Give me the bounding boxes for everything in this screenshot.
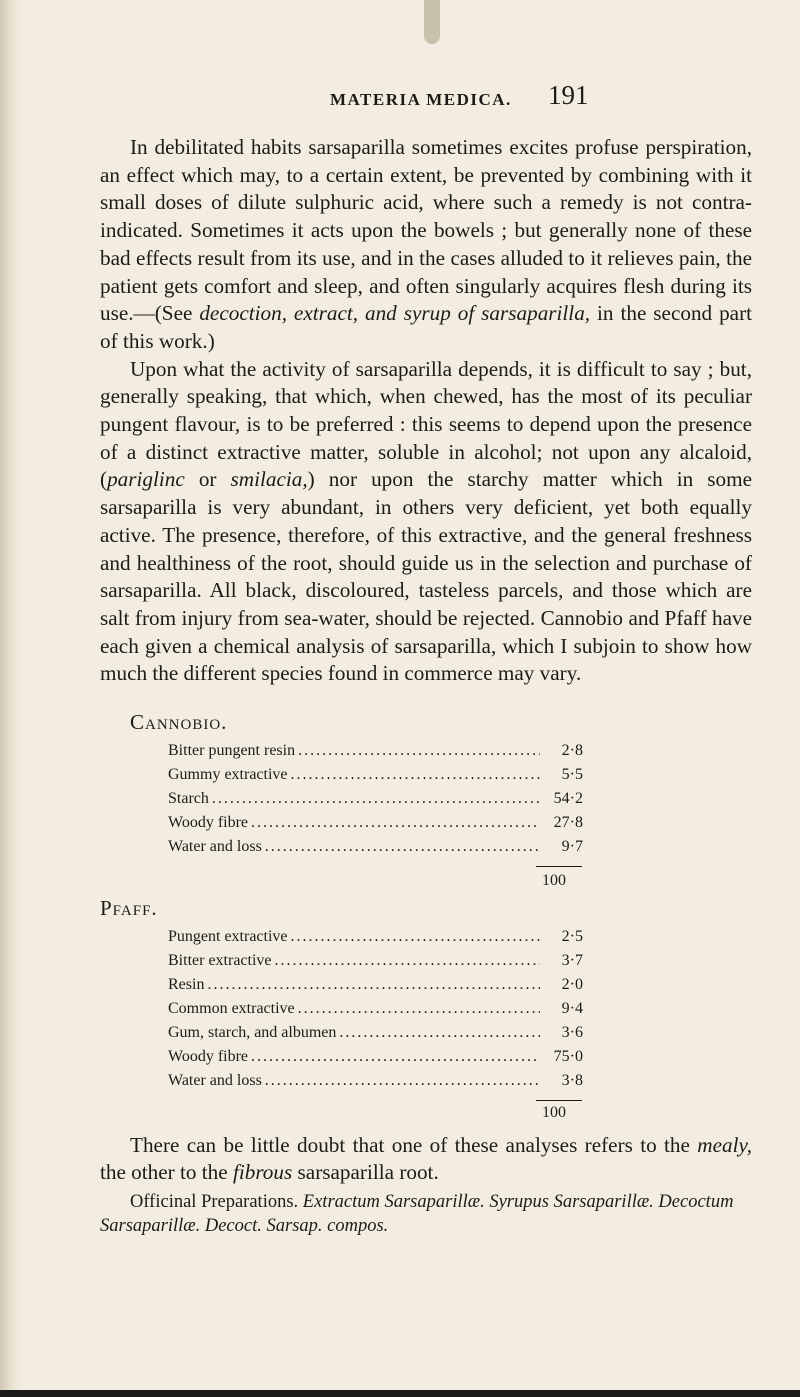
table-row — [168, 766, 583, 790]
italic-run: decoction, extract, and syrup of sarsaparilla, — [199, 301, 591, 326]
row-label: Water and loss — [168, 838, 262, 855]
row-value: 2·0 — [561, 976, 583, 993]
italic-run: pariglinc — [107, 467, 185, 492]
row-value: 54·2 — [553, 790, 583, 807]
leader-dots — [251, 1048, 540, 1066]
row-value: 9·4 — [561, 1000, 583, 1017]
row-value: 9·7 — [561, 838, 583, 855]
row-value: 3·7 — [561, 952, 583, 969]
text-run: sarsaparilla root. — [292, 1160, 439, 1184]
row-value: 2·5 — [561, 928, 583, 945]
leader-dots — [298, 1000, 540, 1018]
total-rule — [536, 866, 582, 867]
leader-dots — [298, 742, 540, 760]
leader-dots — [265, 1072, 540, 1090]
italic-run: smilacia, — [230, 467, 308, 492]
row-value: 2·8 — [561, 742, 583, 759]
pfaff-table — [168, 928, 583, 1096]
paragraph-2 — [100, 356, 752, 688]
officinal-list: Extractum Sarsaparillæ. Syrupus Sarsaparillæ. Decoctum Sarsaparillæ. Decoct. Sarsap. compos. — [100, 1192, 734, 1236]
text-run: In debilitated habits sarsaparilla sometimes excites profuse perspiration, an effect which may, to a certain extent, be prevented by combining with it small doses of dilute sulphuric acid, where such a remedy is not contra-indicated. Sometimes it acts upon the bowels ; but generally none of these bad effects result from its use, and in the cases alluded to it relieves pain, the patient gets comfort and sleep, and often singularly acquires flesh during its use.—(See — [100, 135, 752, 326]
row-value: 5·5 — [561, 766, 583, 783]
table-row — [168, 814, 583, 838]
officinal-lead: Officinal Preparations. — [130, 1192, 303, 1212]
page-number: 191 — [548, 80, 589, 110]
leader-dots — [251, 814, 540, 832]
row-value: 75·0 — [553, 1048, 583, 1065]
italic-run: fibrous — [232, 1160, 293, 1184]
running-head: MATERIA MEDICA. — [330, 90, 512, 109]
page-header — [0, 76, 800, 112]
pfaff-heading: Pfaff. — [100, 896, 158, 920]
cannobio-total: 100 — [542, 872, 566, 889]
table-row — [168, 790, 583, 814]
table-row — [168, 928, 583, 952]
row-label: Woody fibre — [168, 1048, 249, 1065]
body-text — [100, 134, 752, 688]
leader-dots — [275, 952, 540, 970]
binding-tab-mark — [424, 0, 440, 44]
table-row — [168, 1000, 583, 1024]
leader-dots — [265, 838, 540, 856]
row-label: Resin — [168, 976, 205, 993]
leader-dots — [207, 976, 540, 994]
paragraph-1 — [100, 134, 752, 356]
cannobio-table — [168, 742, 583, 862]
row-label: Starch — [168, 790, 209, 807]
table-row — [168, 1048, 583, 1072]
pfaff-total: 100 — [542, 1104, 566, 1121]
row-label: Pungent extractive — [168, 928, 288, 945]
leader-dots — [291, 766, 540, 784]
row-label: Common extractive — [168, 1000, 295, 1017]
leader-dots — [291, 928, 540, 946]
table-row — [168, 952, 583, 976]
table-row — [168, 742, 583, 766]
text-run: There can be little doubt that one of these analyses refers to the — [130, 1133, 698, 1157]
leader-dots — [212, 790, 540, 808]
row-label: Bitter pungent resin — [168, 742, 296, 759]
text-run: the other to the — [100, 1160, 233, 1184]
row-value: 3·6 — [561, 1024, 583, 1041]
table-row — [168, 976, 583, 1000]
officinal-preparations — [100, 1190, 752, 1238]
row-label: Water and loss — [168, 1072, 262, 1089]
text-run: ) nor upon the starchy matter which in some sarsaparilla is very abundant, in others very deficient, yet both equally active. The presence, therefore, of this extractive, and the general freshness and healthiness of the root, should guide us in the selection and purchase of sarsaparilla. All black, discoloured, tasteless parcels, and those which are salt from injury from sea-water, should be rejected. Cannobio and Pfaff have each given a chemical analysis of sarsaparilla, which I subjoin to show how much the different species found in commerce may vary. — [100, 467, 752, 686]
total-rule — [536, 1100, 582, 1101]
text-run: or — [184, 467, 231, 492]
paragraph-3 — [100, 1132, 752, 1186]
row-label: Woody fibre — [168, 814, 249, 831]
row-label: Gum, starch, and albumen — [168, 1024, 337, 1041]
row-value: 3·8 — [561, 1072, 583, 1089]
row-label: Gummy extractive — [168, 766, 288, 783]
page-edge-bar — [0, 1390, 800, 1397]
table-row — [168, 1072, 583, 1096]
table-row — [168, 1024, 583, 1048]
table-row — [168, 838, 583, 862]
row-label: Bitter extractive — [168, 952, 272, 969]
text-run: in the second part of this work.) — [100, 301, 753, 353]
paragraph-3-text — [100, 1132, 752, 1186]
cannobio-heading: Cannobio. — [130, 710, 228, 734]
leader-dots — [339, 1024, 540, 1042]
row-value: 27·8 — [553, 814, 583, 831]
italic-run: mealy, — [697, 1133, 752, 1157]
binding-shadow — [0, 0, 22, 1397]
text-run: Upon what the activity of sarsaparilla depends, it is difficult to say ; but, generally speaking, that which, when chewed, has the most of its peculiar pungent flavour, is to be preferred : this seems to depend upon the presence of a distinct extractive matter, soluble in alcohol; not upon any alcaloid, ( — [100, 356, 752, 492]
